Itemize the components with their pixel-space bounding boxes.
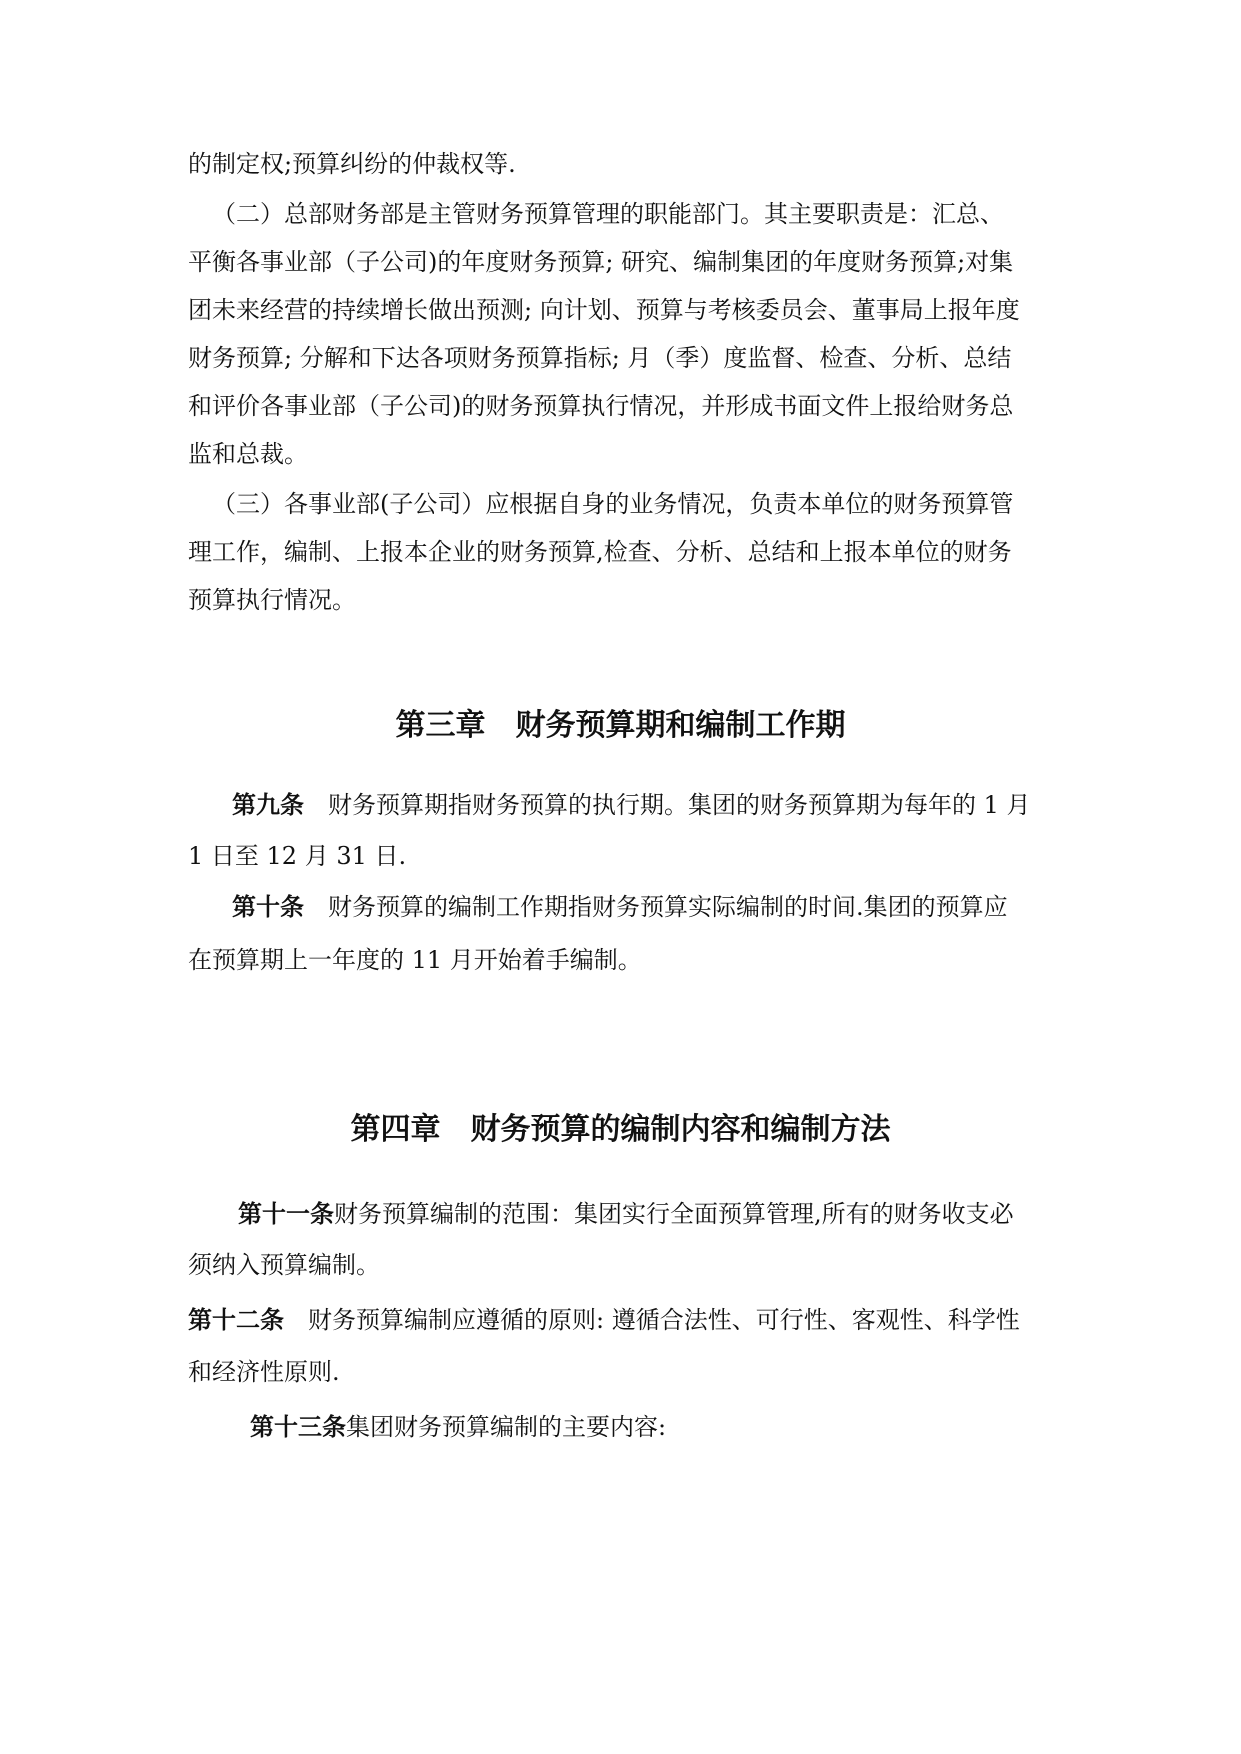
paragraph-line: 监和总裁。 bbox=[188, 440, 308, 468]
paragraph-line: 须纳入预算编制。 bbox=[188, 1251, 380, 1279]
article-label: 第十三条 bbox=[250, 1412, 346, 1441]
article-13 bbox=[250, 1410, 1120, 1444]
article-9 bbox=[232, 788, 1102, 822]
chapter-heading: 第四章 财务预算的编制内容和编制方法 bbox=[350, 1112, 891, 1147]
paragraph-line: 平衡各事业部（子公司)的年度财务预算; 研究、编制集团的年度财务预算;对集 bbox=[188, 248, 1014, 276]
article-label: 第十条 bbox=[232, 892, 304, 921]
paragraph-line: 在预算期上一年度的 11 月开始着手编制。 bbox=[188, 946, 642, 974]
paragraph-line: 预算执行情况。 bbox=[188, 586, 356, 614]
paragraph-line: 和经济性原则. bbox=[188, 1358, 340, 1386]
paragraph-line: 财务预算; 分解和下达各项财务预算指标; 月（季）度监督、检查、分析、总结 bbox=[188, 344, 1012, 372]
paragraph-line: （二）总部财务部是主管财务预算管理的职能部门。其主要职责是：汇总、 bbox=[212, 200, 1004, 228]
article-11 bbox=[238, 1197, 1108, 1231]
chapter-heading: 第三章 财务预算期和编制工作期 bbox=[395, 708, 846, 743]
article-12 bbox=[188, 1303, 1058, 1337]
paragraph-line: （三）各事业部(子公司）应根据自身的业务情况，负责本单位的财务预算管 bbox=[212, 490, 1014, 518]
paragraph-line: 1 日至 12 月 31 日. bbox=[188, 842, 407, 870]
article-text: 财务预算期指财务预算的执行期。集团的财务预算期为每年的 1 月 bbox=[304, 791, 1031, 819]
article-text: 财务预算编制应遵循的原则: 遵循合法性、可行性、客观性、科学性 bbox=[284, 1306, 1020, 1334]
article-label: 第九条 bbox=[232, 790, 304, 819]
paragraph-line: 的制定权;预算纠纷的仲裁权等. bbox=[188, 150, 516, 178]
article-text: 财务预算的编制工作期指财务预算实际编制的时间.集团的预算应 bbox=[304, 893, 1008, 921]
article-label: 第十一条 bbox=[238, 1199, 334, 1228]
article-10 bbox=[232, 890, 1102, 924]
paragraph-line: 团未来经营的持续增长做出预测; 向计划、预算与考核委员会、董事局上报年度 bbox=[188, 296, 1020, 324]
paragraph-line: 和评价各事业部（子公司)的财务预算执行情况，并形成书面文件上报给财务总 bbox=[188, 392, 1014, 420]
paragraph-line: 理工作，编制、上报本企业的财务预算,检查、分析、总结和上报本单位的财务 bbox=[188, 538, 1012, 566]
article-text: 集团财务预算编制的主要内容: bbox=[346, 1413, 667, 1441]
article-label: 第十二条 bbox=[188, 1305, 284, 1334]
article-text: 财务预算编制的范围：集团实行全面预算管理,所有的财务收支必 bbox=[334, 1200, 1014, 1228]
